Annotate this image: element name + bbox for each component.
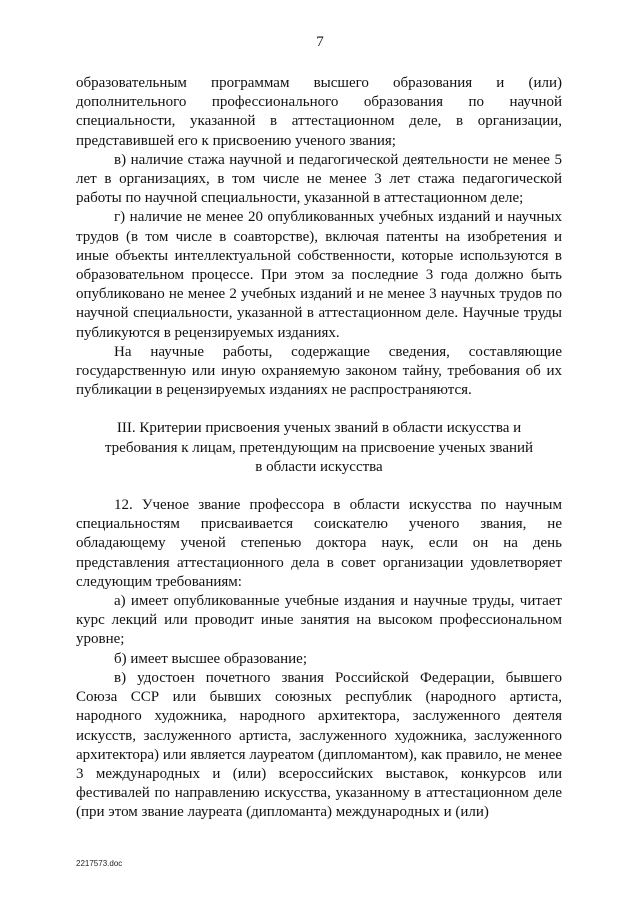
paragraph-clause-12: 12. Ученое звание профессора в области искусства по научным специальностям присваивается соискателю ученого звания, не обладающему ученой степенью доктора наук, если он на день представления аттестационного дела в совет организации удовлетворяет следующим требованиям: bbox=[76, 497, 562, 590]
paragraph-item-a: а) имеет опубликованные учебные издания и научные труды, читает курс лекций или проводит иные занятия на высоком профессиональном уровне; bbox=[76, 593, 562, 648]
paragraph-item-b: б) имеет высшее образование; bbox=[114, 650, 308, 667]
document-body bbox=[76, 74, 562, 823]
paragraph-secrecy-note: На научные работы, содержащие сведения, составляющие государственную или иную охраняемую законом тайну, требования об их публикации в рецензируемых изданиях не распространяются. bbox=[76, 343, 562, 399]
paragraph-item-g: г) наличие не менее 20 опубликованных учебных изданий и научных трудов (в том числе в соавторстве), включая патенты на изобретения и иные объекты интеллектуальной собственности, которые используются в образовательном процессе. При этом за последние 3 года должно быть опубликовано не менее 2 учебных изданий и не менее 3 научных трудов по научной специальности, указанной в аттестационном деле. Научные труды публикуются в рецензируемых изданиях. bbox=[76, 209, 562, 341]
paragraph-item-v-honorary: в) удостоен почетного звания Российской Федерации, бывшего Союза ССР или бывших союзных республик (народного артиста, народного художника, народного архитектора, заслуженного деятеля искусств, заслуженного артиста, заслуженного художника, заслуженного архитектора) или является лауреатом (дипломантом), как правило, не менее 3 международных и (или) всероссийских выставок, конкурсов или фестивалей по направлению искусства, указанному в аттестационном деле (при этом звание лауреата (дипломанта) международных и (или) bbox=[76, 669, 562, 821]
page-number: 7 bbox=[316, 34, 324, 50]
section-heading-line-3: в области искусства bbox=[255, 458, 383, 475]
section-heading-line-2: требования к лицам, претендующим на присвоение ученых званий bbox=[104, 439, 534, 456]
paragraph-continuation: образовательным программам высшего образования и (или) дополнительного профессионального образования по научной специальности, указанной в аттестационном деле, в организации, представившей его к присвоению ученого звания; bbox=[76, 75, 562, 149]
section-heading bbox=[76, 419, 562, 477]
file-name-footer: 2217573.doc bbox=[76, 859, 123, 868]
paragraph-item-v: в) наличие стажа научной и педагогической деятельности не менее 5 лет в организациях, в том числе не менее 3 лет стажа педагогической работы по научной специальности, указанной в аттестационном деле; bbox=[76, 151, 562, 207]
section-heading-line-1: III. Критерии присвоения ученых званий в области искусства и bbox=[116, 420, 522, 437]
